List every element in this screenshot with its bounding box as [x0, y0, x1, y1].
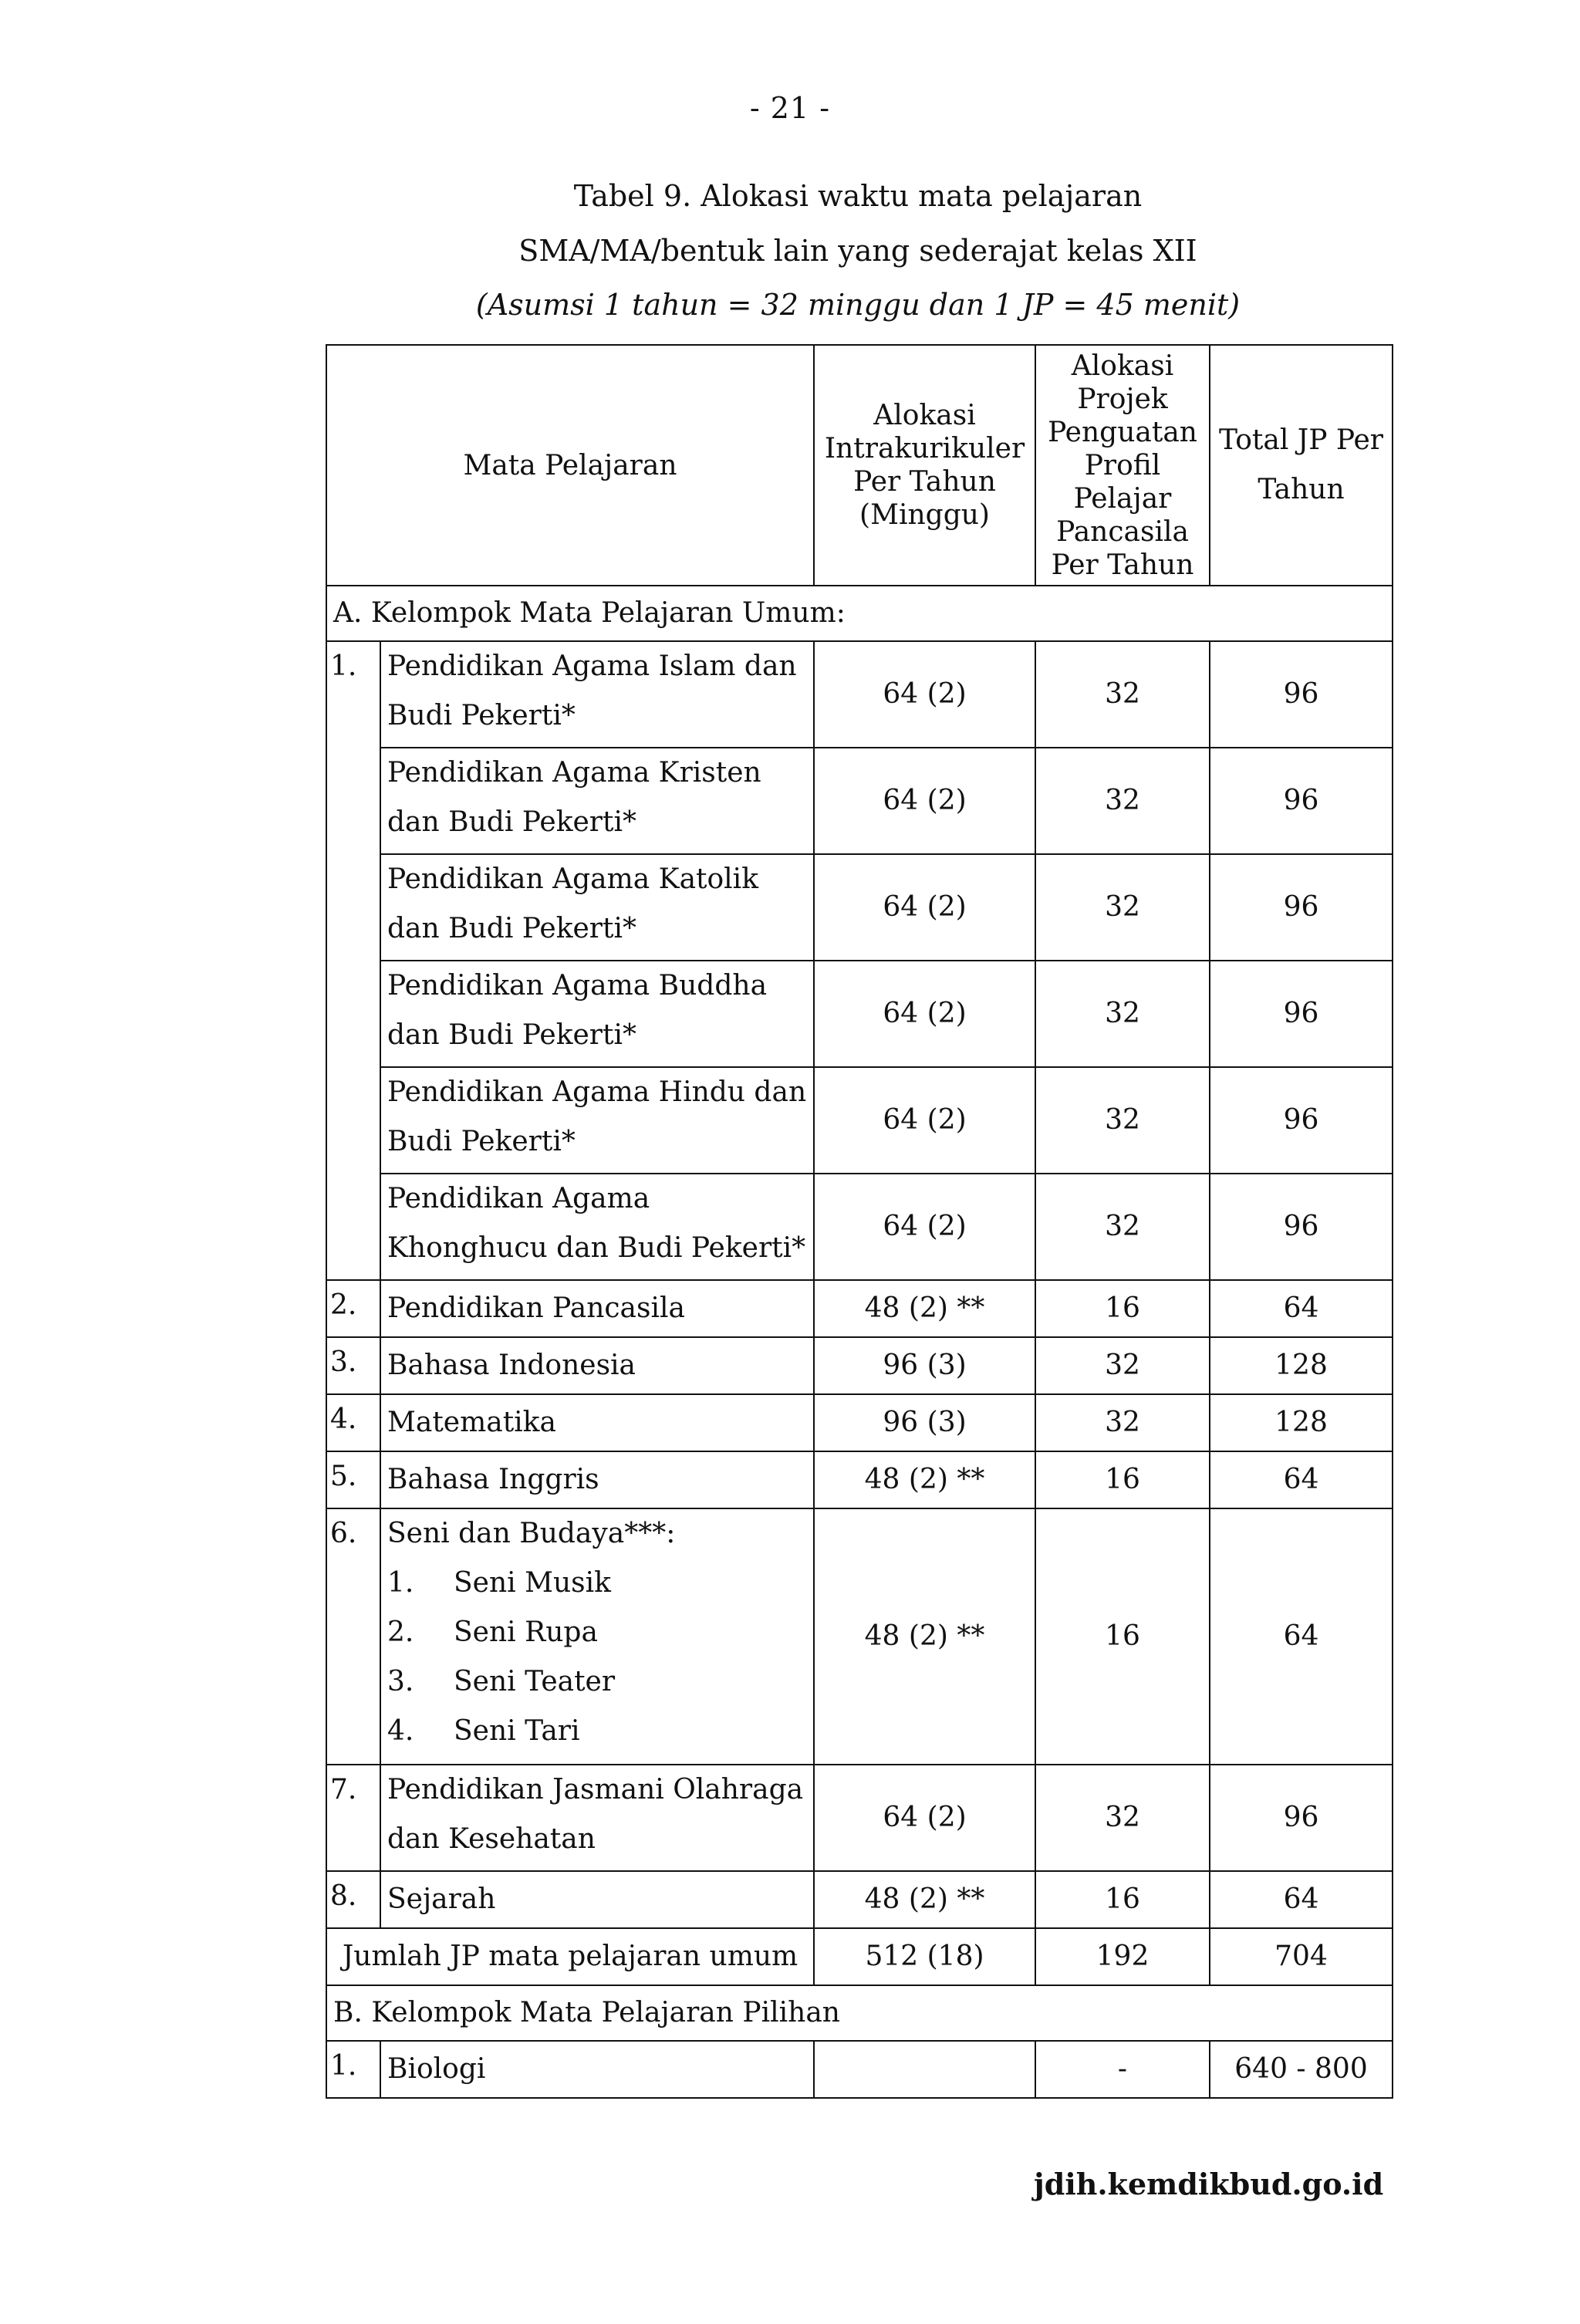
row-number: 5. — [326, 1451, 380, 1508]
header-intrakurikuler: Alokasi Intrakurikuler Per Tahun (Minggu) — [814, 345, 1035, 586]
header-total: Total JP Per Tahun — [1210, 345, 1393, 586]
intra-cell: 64 (2) — [814, 854, 1035, 961]
projek-cell: 16 — [1035, 1508, 1210, 1765]
list-item: 4. Seni Tari — [387, 1715, 580, 1747]
subject-cell: Pendidikan Agama Katolik dan Budi Pekerti* — [380, 854, 814, 961]
intra-cell: 64 (2) — [814, 641, 1035, 748]
subject-cell: Bahasa Inggris — [380, 1451, 814, 1508]
summary-row — [326, 1928, 1393, 1985]
allocation-table — [326, 344, 1393, 2099]
intra-cell: 96 (3) — [814, 1337, 1035, 1394]
table-row — [326, 641, 1393, 748]
subject-cell: Sejarah — [380, 1871, 814, 1928]
projek-cell: 16 — [1035, 1280, 1210, 1337]
intra-cell: 96 (3) — [814, 1394, 1035, 1451]
header-row — [326, 345, 1393, 586]
total-cell: 96 — [1210, 854, 1393, 961]
table-row — [326, 748, 1393, 854]
subject-cell: Pendidikan Jasmani Olahraga dan Kesehatan — [380, 1765, 814, 1871]
table-row — [326, 1871, 1393, 1928]
list-item: 2. Seni Rupa — [387, 1616, 598, 1648]
total-cell: 64 — [1210, 1280, 1393, 1337]
row-number: 3. — [326, 1337, 380, 1394]
group-b-heading: B. Kelompok Mata Pelajaran Pilihan — [326, 1985, 1393, 2041]
table-row — [326, 1451, 1393, 1508]
projek-cell: 32 — [1035, 854, 1210, 961]
projek-cell: 32 — [1035, 641, 1210, 748]
header-subject: Mata Pelajaran — [326, 345, 814, 586]
table-row — [326, 1765, 1393, 1871]
table-row — [326, 1337, 1393, 1394]
table-subtitle: SMA/MA/bentuk lain yang sederajat kelas XII — [518, 234, 1197, 268]
intra-cell: 64 (2) — [814, 1067, 1035, 1174]
subject-cell: Biologi — [380, 2041, 814, 2098]
row-number: 1. — [326, 641, 380, 1280]
subject-cell: Bahasa Indonesia — [380, 1337, 814, 1394]
total-cell: 96 — [1210, 748, 1393, 854]
group-a-heading: A. Kelompok Mata Pelajaran Umum: — [326, 586, 1393, 641]
projek-cell: 192 — [1035, 1928, 1210, 1985]
subject-cell: Pendidikan Agama Hindu dan Budi Pekerti* — [380, 1067, 814, 1174]
projek-cell: 32 — [1035, 748, 1210, 854]
projek-cell: 32 — [1035, 1067, 1210, 1174]
total-cell: 96 — [1210, 961, 1393, 1067]
list-item: 3. Seni Teater — [387, 1666, 616, 1697]
projek-cell: 32 — [1035, 961, 1210, 1067]
projek-cell: - — [1035, 2041, 1210, 2098]
total-cell: 128 — [1210, 1394, 1393, 1451]
seni-heading: Seni dan Budaya***: — [387, 1518, 676, 1549]
footer-website: jdih.kemdikbud.go.id — [1034, 2167, 1384, 2201]
intra-cell: 64 (2) — [814, 748, 1035, 854]
total-cell: 64 — [1210, 1451, 1393, 1508]
intra-cell: 48 (2) ** — [814, 1280, 1035, 1337]
row-number: 1. — [326, 2041, 380, 2098]
intra-cell: 64 (2) — [814, 1765, 1035, 1871]
row-number: 7. — [326, 1765, 380, 1871]
total-cell: 128 — [1210, 1337, 1393, 1394]
table-title: Tabel 9. Alokasi waktu mata pelajaran — [573, 179, 1143, 213]
subject-cell: Pendidikan Agama Buddha dan Budi Pekerti* — [380, 961, 814, 1067]
total-cell: 96 — [1210, 1067, 1393, 1174]
subject-cell — [380, 1508, 814, 1765]
projek-cell: 16 — [1035, 1451, 1210, 1508]
table-row — [326, 1508, 1393, 1765]
table-assumption: (Asumsi 1 tahun = 32 minggu dan 1 JP = 45 menit) — [475, 288, 1241, 322]
row-number: 6. — [326, 1508, 380, 1765]
projek-cell: 16 — [1035, 1871, 1210, 1928]
intra-cell: 48 (2) ** — [814, 1508, 1035, 1765]
subject-cell: Pendidikan Agama Islam dan Budi Pekerti* — [380, 641, 814, 748]
intra-cell — [814, 2041, 1035, 2098]
projek-cell: 32 — [1035, 1394, 1210, 1451]
total-cell: 64 — [1210, 1871, 1393, 1928]
table-row — [326, 854, 1393, 961]
projek-cell: 32 — [1035, 1337, 1210, 1394]
total-cell: 96 — [1210, 1765, 1393, 1871]
table-row — [326, 1394, 1393, 1451]
table-row — [326, 2041, 1393, 2098]
list-item: 1. Seni Musik — [387, 1567, 611, 1599]
table-row — [326, 1174, 1393, 1280]
page-number: - 21 - — [749, 91, 831, 125]
subject-cell: Pendidikan Agama Khonghucu dan Budi Pekerti* — [380, 1174, 814, 1280]
row-number: 8. — [326, 1871, 380, 1928]
table-row — [326, 961, 1393, 1067]
total-cell: 96 — [1210, 1174, 1393, 1280]
seni-list — [387, 1559, 807, 1756]
total-cell: 64 — [1210, 1508, 1393, 1765]
table-row — [326, 1280, 1393, 1337]
intra-cell: 48 (2) ** — [814, 1451, 1035, 1508]
subject-cell: Pendidikan Agama Kristen dan Budi Pekerti* — [380, 748, 814, 854]
intra-cell: 64 (2) — [814, 1174, 1035, 1280]
projek-cell: 32 — [1035, 1174, 1210, 1280]
projek-cell: 32 — [1035, 1765, 1210, 1871]
summary-label: Jumlah JP mata pelajaran umum — [326, 1928, 814, 1985]
intra-cell: 512 (18) — [814, 1928, 1035, 1985]
row-number: 2. — [326, 1280, 380, 1337]
intra-cell: 64 (2) — [814, 961, 1035, 1067]
total-cell: 704 — [1210, 1928, 1393, 1985]
intra-cell: 48 (2) ** — [814, 1871, 1035, 1928]
table-row — [326, 1067, 1393, 1174]
total-cell: 640 - 800 — [1210, 2041, 1393, 2098]
total-cell: 96 — [1210, 641, 1393, 748]
row-number: 4. — [326, 1394, 380, 1451]
subject-cell: Pendidikan Pancasila — [380, 1280, 814, 1337]
subject-cell: Matematika — [380, 1394, 814, 1451]
header-projek: Alokasi Projek Penguatan Profil Pelajar Pancasila Per Tahun — [1035, 345, 1210, 586]
